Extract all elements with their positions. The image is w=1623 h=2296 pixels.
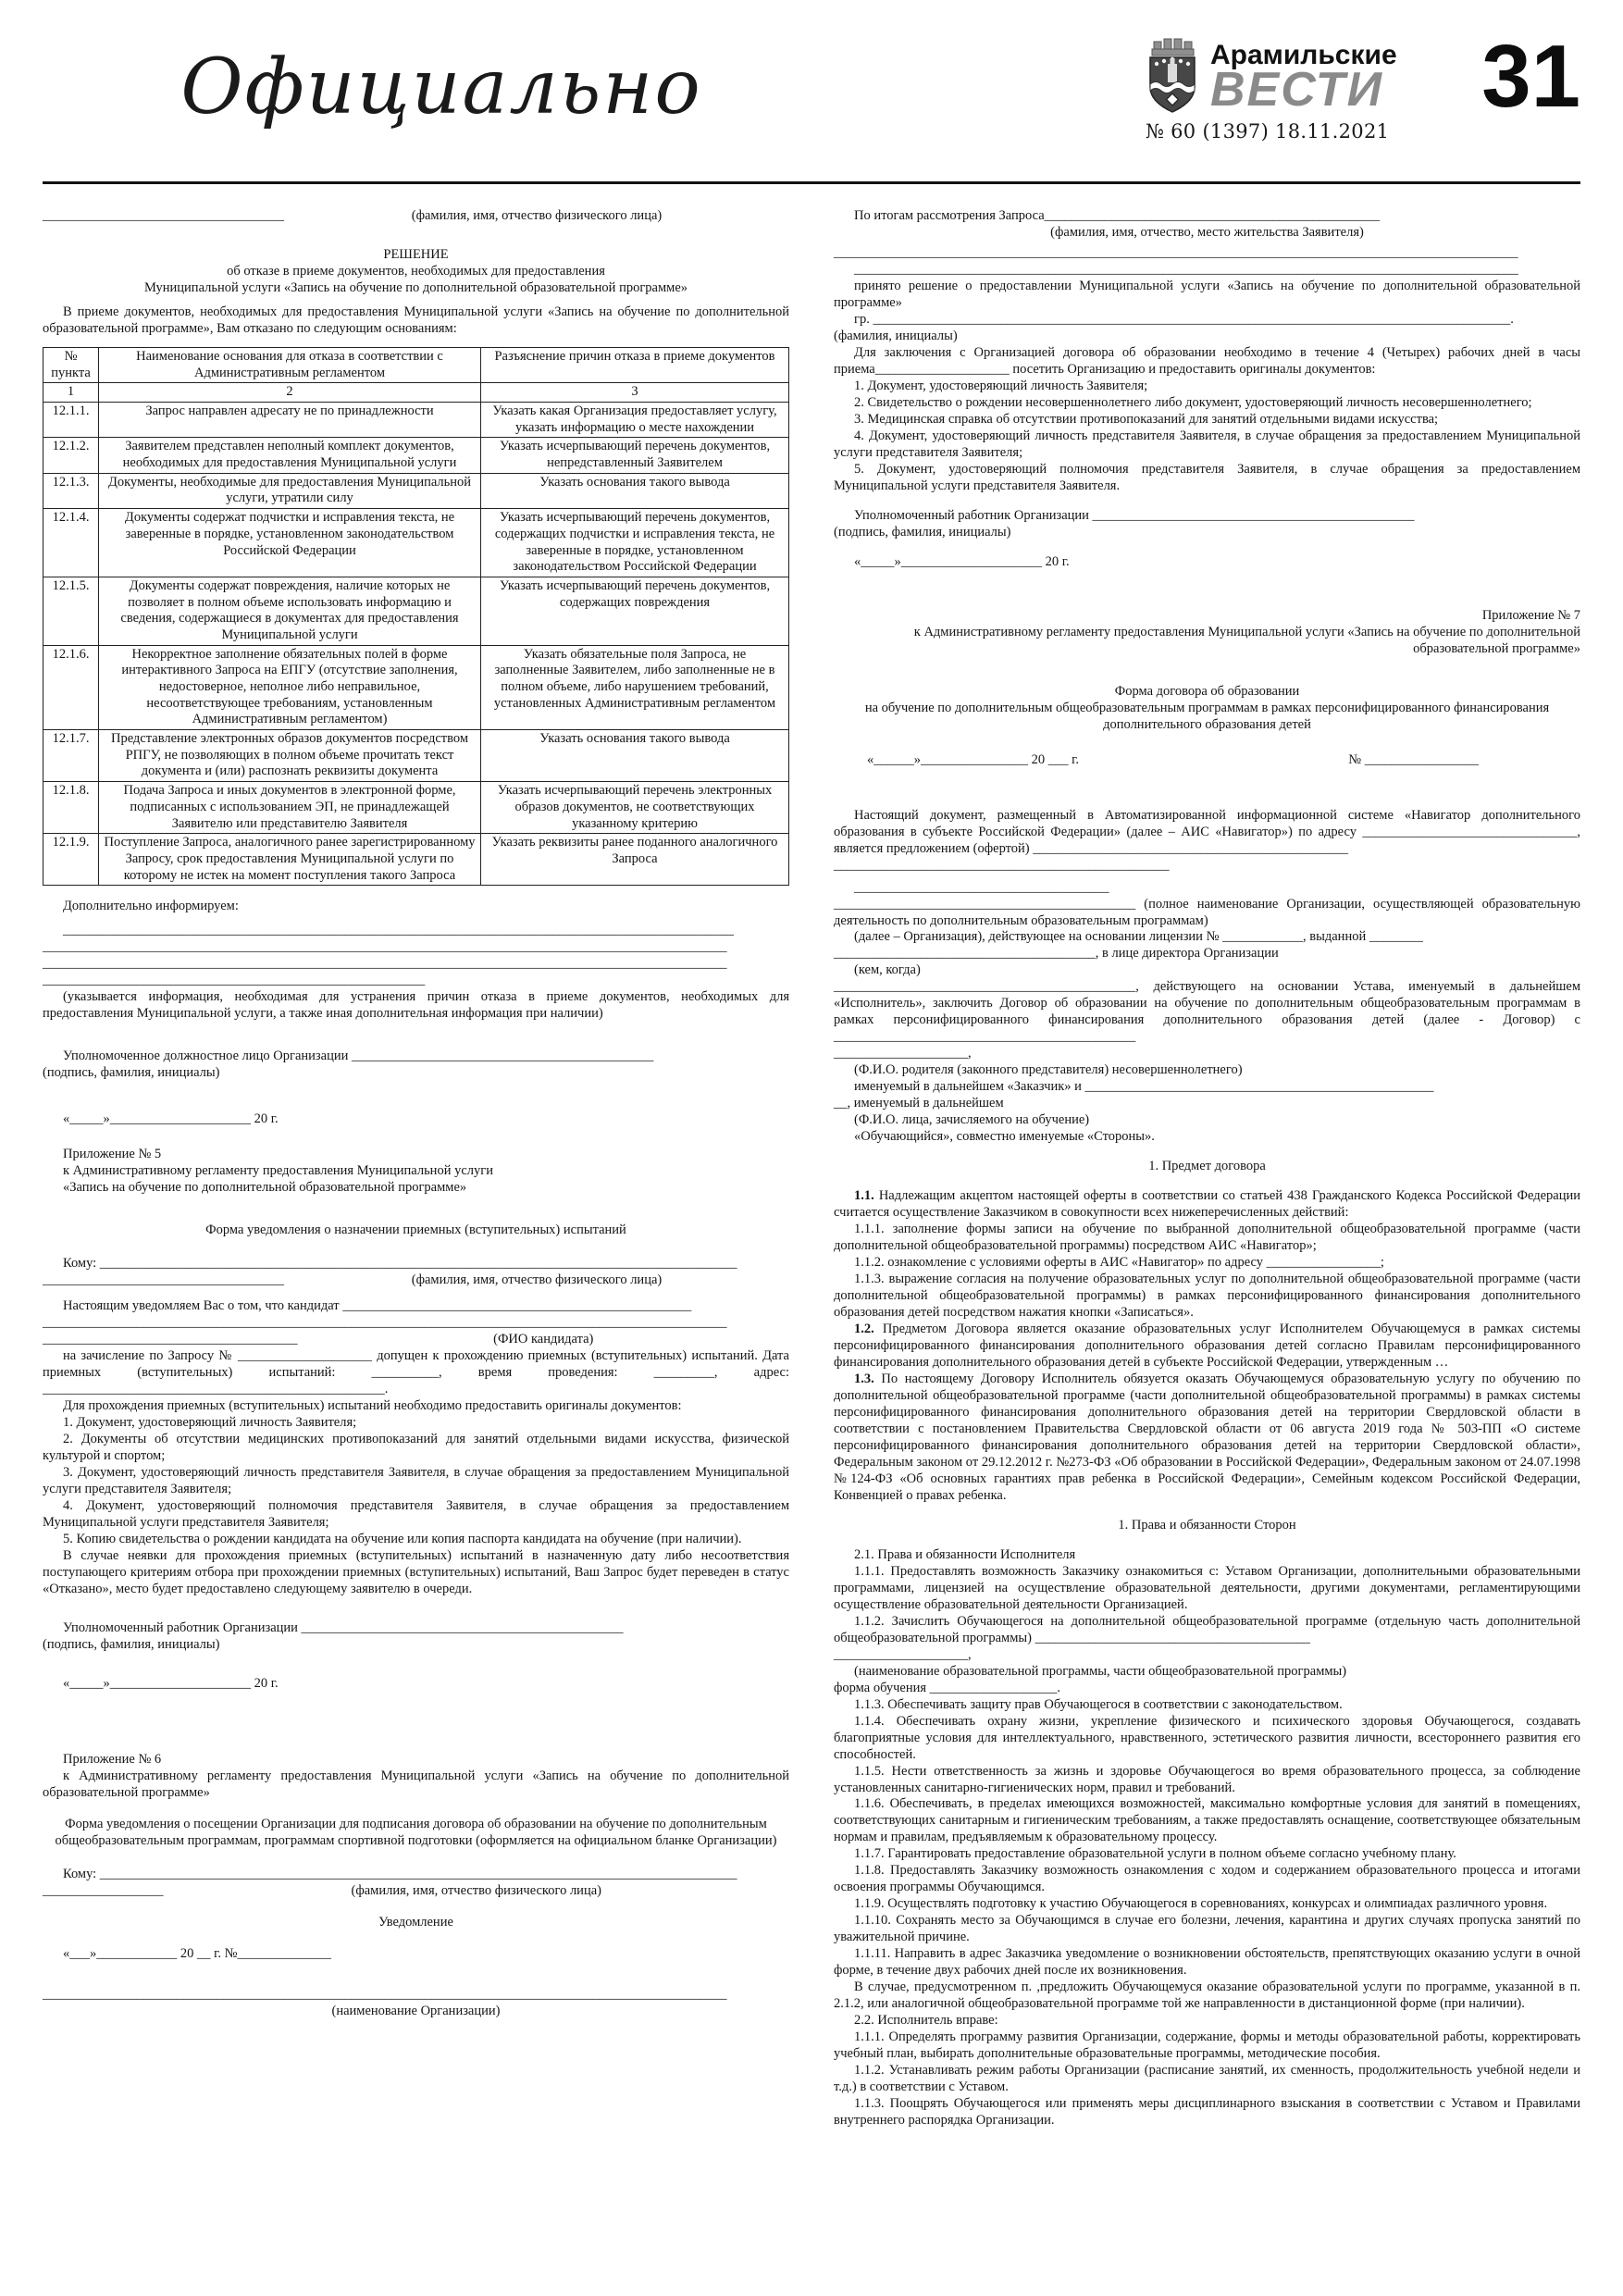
paragraph: _____________________________________________, действующего на основании Устава, именуемый в дальнейшем «Исполнитель», заключить Договор об образовании на обучение по дополнительным общеобразовательным программам в рамках персонифицированного финансирования дополнительного образования детей (далее - Договор) с _____________________________________________ xyxy=(834,979,1580,1045)
paragraph: «_____»_____________________ 20 г. xyxy=(854,553,1070,569)
paragraph: 5. Копию свидетельства о рождении кандидата на обучение или копия паспорта кандидата на обучение (при наличии). xyxy=(63,1531,742,1546)
paragraph: на зачисление по Запросу № ____________________ допущен к прохождению приемных (вступительных) испытаний. Дата приемных (вступительных) испытаний: __________, время проведения: _________, адрес: ___________________________________________________. xyxy=(43,1348,789,1397)
paragraph: 1.1.3. выражение согласия на получение образовательных услуг по дополнительной общеобразовательной программе (части дополнительной общеобразовательной программы) в рамках персонифицированного финансирования дополнительного образования детей посредством нажатия кнопки «Записаться». xyxy=(834,1272,1580,1321)
line-caption: (фамилия, имя, отчество физического лица) xyxy=(351,1882,601,1898)
table-cell: Указать обязательные поля Запроса, не заполненные Заявителем, либо заполненные не в полном объеме, либо нарушением требований, установленных Административным регламентом xyxy=(481,645,789,729)
spacer xyxy=(834,734,1580,752)
paragraph xyxy=(834,1322,1580,1371)
clause-number: 1.2. xyxy=(854,1322,874,1337)
clause-text: Надлежащим акцептом настоящей оферты в соответствии со статьей 438 Гражданского Кодекса Российской Федерации считается осуществление Заказчиком в совокупности всех нижеперечисленных действий: xyxy=(834,1188,1580,1221)
paragraph: (Ф.И.О. лица, зачисляемого на обучение) xyxy=(854,1112,1090,1128)
paragraph: 4. Документ, удостоверяющий полномочия представителя Заявителя, в случае обращения за предоставлением Муниципальной услуги представителя Заявителя; xyxy=(43,1497,789,1530)
paragraph: ____________________, xyxy=(834,1046,972,1061)
paragraph: В случае неявки для прохождения приемных (вступительных) испытаний в назначенную дату либо несоответствия поступающего критериям отбора при прохождении приемных (вступительных) испытаний, Ваш Запрос будет переведен в статус «Отказано», место будет предоставлено следующему заявителю в очереди. xyxy=(43,1547,789,1596)
line-caption: (фамилия, имя, отчество физического лица) xyxy=(411,1272,663,1288)
paragraph: ______________________________________________________________________________________________________ xyxy=(834,245,1518,260)
paragraph: гр. _______________________________________________________________________________________________. xyxy=(854,311,1514,327)
paragraph: (наименование образовательной программы, части общеобразовательной программы) xyxy=(854,1663,1347,1679)
paragraph: Дополнительно информируем: xyxy=(63,899,239,914)
paragraph: Приложение № 5 xyxy=(63,1147,162,1162)
centered-text: об отказе в приеме документов, необходимых для предоставления xyxy=(227,264,605,279)
table-row xyxy=(43,473,789,508)
paragraph: 2.2. Исполнитель вправе: xyxy=(854,2013,998,2029)
spacer xyxy=(43,1128,789,1147)
centered-text: 1. Предмет договора xyxy=(1148,1159,1266,1174)
table-cell: Указать основания такого вывода xyxy=(481,730,789,782)
paragraph: Уполномоченное должностное лицо Организации _____________________________________________ xyxy=(63,1049,654,1064)
signature-line: ____________________________________ xyxy=(43,208,284,223)
table-row xyxy=(43,577,789,645)
paragraph: к Административному регламенту предоставления Муниципальной услуги «Запись на обучение по дополнительной образовательной программе» xyxy=(43,1768,789,1800)
paragraph: ______________________________________ xyxy=(854,879,1109,895)
spacer xyxy=(43,1802,789,1817)
paragraph: ______________________________________________________________________________________________________ xyxy=(43,956,727,972)
centered-text: 1. Права и обязанности Сторон xyxy=(1118,1517,1296,1533)
paragraph: 1.1.2. Устанавливать режим работы Организации (расписание занятий, их сменность, продолжительность учебной недели и т.д.) в соответствии с Уставом. xyxy=(834,2063,1580,2095)
table-cell: Указать исчерпывающий перечень документов, непредставленный Заявителем xyxy=(481,438,789,473)
spacer xyxy=(43,1289,789,1298)
right-aligned-text: Приложение № 7 xyxy=(1481,607,1580,623)
paragraph: 5. Документ, удостоверяющий полномочия представителя Заявителя, в случае обращения за предоставлением Муниципальной услуги представителя Заявителя. xyxy=(834,461,1580,493)
table-cell: 12.1.2. xyxy=(43,438,99,473)
signature-line: ____________________________________ xyxy=(43,1272,284,1288)
table-cell: Указать основания такого вывода xyxy=(481,473,789,508)
centered-text: на обучение по дополнительным общеобразовательным программам в рамках персонифицированного финансирования дополнительного образования детей xyxy=(864,700,1550,732)
paragraph: В случае, предусмотренном п. ,предложить Обучающемуся оказание образовательной услуги по программе, указанной в п. 2.1.2, или аналогичной общеобразовательной программе той же направленности в дистанционной форме (при наличии). xyxy=(834,1980,1580,2012)
paragraph: 1.1.2. Зачислить Обучающегося на дополнительной общеобразовательной программе (отдельную часть дополнительной общеобразовательной программы) _________________________________________ xyxy=(834,1613,1580,1645)
line-with-caption xyxy=(43,1272,789,1289)
paragraph: 1.1.3. Обеспечивать защиту прав Обучающегося в соответствии с законодательством. xyxy=(854,1696,1343,1712)
spacer xyxy=(43,1850,789,1867)
paragraph: ___________________________________________________________________________________________________ xyxy=(854,262,1518,277)
paragraph: ______________________________________________________________________________________________________ xyxy=(43,1315,727,1331)
table-cell: Указать реквизиты ранее поданного аналогичного Запроса xyxy=(481,834,789,886)
table-row xyxy=(43,834,789,886)
table-row xyxy=(43,730,789,782)
spacer xyxy=(834,1146,1580,1159)
paragraph: 1.1.5. Нести ответственность за жизнь и здоровье Обучающегося во время образовательного процесса, за соблюдение установленных санитарно-гигиенических норм, правил и требований. xyxy=(834,1763,1580,1795)
paragraph: Настоящим уведомляем Вас о том, что кандидат ____________________________________________________ xyxy=(63,1298,692,1314)
issue-info: № 60 (1397) 18.11.2021 xyxy=(1146,120,1390,143)
section-title: Официально xyxy=(180,43,702,131)
spacer xyxy=(43,225,789,247)
paragraph: ______________________________________________________________________________________________________ xyxy=(43,1986,727,2002)
paragraph: к Административному регламенту предоставления Муниципальной услуги xyxy=(63,1163,493,1179)
centered-text: Форма уведомления о посещении Организации для подписания договора об образовании на обучение по дополнительным общеобразовательным программам, программам спортивной подготовки (оформляется на официальном бланке Организации) xyxy=(55,1816,777,1848)
paragraph: 1.1.1. заполнение формы записи на обучение по выбранной дополнительной общеобразовательной программе (части дополнительной общеобразовательной программы) посредством АИС «Навигатор»; xyxy=(834,1222,1580,1254)
table-numbering-cell: 2 xyxy=(99,383,481,403)
paragraph: 2. Свидетельство о рождении несовершеннолетнего либо документ, удостоверяющий личность несовершеннолетнего; xyxy=(854,394,1532,410)
table-cell: Некорректное заполнение обязательных полей в форме интерактивного Запроса на ЕПГУ (отсутствие заполнения, недостоверное, неполное либо неправильное, несоответствующее требованиям, установленным Административным регламентом) xyxy=(99,645,481,729)
paragraph: 1.1.11. Направить в адрес Заказчика уведомление о возникновении обстоятельств, препятствующих оказанию услуги в очной форме, в течение двух рабочих дней после их возникновения. xyxy=(834,1946,1580,1979)
paragraph: «_____»_____________________ 20 г. xyxy=(63,1675,279,1691)
paragraph: «___»____________ 20 __ г. №______________ xyxy=(63,1945,332,1961)
table-row xyxy=(43,782,789,834)
signature-line: ______________________________________ xyxy=(43,1332,298,1347)
centered-text: (наименование Организации) xyxy=(331,2003,501,2018)
paragraph: __________________________________________________ xyxy=(834,857,1170,873)
spacer xyxy=(834,495,1580,508)
paragraph: (подпись, фамилия, инициалы) xyxy=(43,1065,220,1081)
spacer xyxy=(834,1175,1580,1188)
line-with-caption xyxy=(43,1332,789,1348)
table-header-cell: Наименование основания для отказа в соответствии с Административным регламентом xyxy=(99,347,481,382)
paragraph: 1. Документ, удостоверяющий личность Заявителя; xyxy=(854,378,1148,393)
brand-name-top: Арамильские xyxy=(1210,40,1397,71)
table-cell: 12.1.4. xyxy=(43,509,99,577)
paragraph: Кому: _______________________________________________________________________________________________ xyxy=(63,1256,737,1272)
centered-text: Муниципальной услуги «Запись на обучение по дополнительной образовательной программе» xyxy=(143,280,688,295)
table-row xyxy=(43,438,789,473)
paragraph: (фамилия, инициалы) xyxy=(834,328,958,343)
left-column xyxy=(43,208,789,2129)
spacer xyxy=(834,1534,1580,1547)
clause-number: 1.3. xyxy=(854,1371,874,1387)
table-cell: Указать исчерпывающий перечень электронных образов документов, не соответствующих указанному критерию xyxy=(481,782,789,834)
paragraph: 1.1.1. Определять программу развития Организации, содержание, формы и методы образовательной работы, корректировать учебный план, выбирать дополнительные образовательные программы, методические пособия. xyxy=(834,2029,1580,2062)
paragraph: _________________________________________________________ xyxy=(43,973,426,988)
paragraph: 1.1.8. Предоставлять Заказчику возможность ознакомления с ходом и содержанием образовательного процесса и итогами освоения программы Обучающимся. xyxy=(834,1863,1580,1895)
paragraph: _______________________________________, в лице директора Организации xyxy=(834,946,1279,962)
table-header-cell: Разъяснение причин отказа в приеме документов xyxy=(481,347,789,382)
paragraph: 1.1.1. Предоставлять возможность Заказчику ознакомиться с: Уставом Организации, дополнительными образовательными программами, лицензией на осуществление образовательной деятельности, другими документами, регламентирующими осуществление образовательной деятельности Организацией. xyxy=(834,1563,1580,1612)
paragraph: (кем, когда) xyxy=(854,962,921,978)
paragraph: 3. Документ, удостоверяющий личность представителя Заявителя, в случае обращения за предоставлением Муниципальной услуги представителя Заявителя; xyxy=(43,1465,789,1496)
brand-text xyxy=(1210,40,1397,118)
table-cell: Указать какая Организация предоставляет услугу, указать информацию о месте нахождении xyxy=(481,403,789,438)
date-blank: «______»________________ 20 ___ г. xyxy=(867,751,1080,767)
spacer xyxy=(834,769,1580,808)
table-cell: 12.1.6. xyxy=(43,645,99,729)
table-cell: Документы, необходимые для предоставления Муниципальной услуги, утратили силу xyxy=(99,473,481,508)
paragraph: Для прохождения приемных (вступительных) испытаний необходимо предоставить оригиналы документов: xyxy=(63,1398,682,1414)
centered-text: Форма договора об образовании xyxy=(1114,683,1300,699)
table-cell: Указать исчерпывающий перечень документов, содержащих повреждения xyxy=(481,577,789,645)
paragraph: 1.1.4. Обеспечивать охрану жизни, укрепление физического и психического здоровья Обучающегося, создавать благоприятные условия для интеллектуального, нравственного, эстетического развития личности, всестороннего развития его способностей. xyxy=(834,1713,1580,1762)
centered-text: Уведомление xyxy=(378,1914,453,1930)
line-with-caption xyxy=(43,208,789,225)
table-numbering-cell: 3 xyxy=(481,383,789,403)
table-cell: 12.1.5. xyxy=(43,577,99,645)
paragraph: «Запись на обучение по дополнительной образовательной программе» xyxy=(63,1180,467,1196)
table-cell: Подача Запроса и иных документов в электронной форме, подписанных с использованием ЭП, не принадлежащей Заявителю или представителю Заявителя xyxy=(99,782,481,834)
spacer xyxy=(43,1239,789,1256)
masthead xyxy=(43,0,1580,174)
paragraph: По итогам рассмотрения Запроса__________________________________________________ xyxy=(854,208,1381,223)
spacer xyxy=(43,1197,789,1222)
table-cell: 12.1.3. xyxy=(43,473,99,508)
paragraph xyxy=(834,1371,1580,1505)
paragraph: (указывается информация, необходимая для устранения причин отказа в приеме документов, необходимых для предоставления Муниципальной услуги, а также иная дополнительная информация при наличии) xyxy=(43,989,789,1022)
paragraph xyxy=(834,1188,1580,1222)
paragraph: 1. Документ, удостоверяющий личность Заявителя; xyxy=(63,1415,357,1431)
table-row xyxy=(43,645,789,729)
paragraph: Уполномоченный работник Организации ________________________________________________ xyxy=(63,1620,624,1635)
spacer xyxy=(43,1693,789,1752)
table-cell: 12.1.7. xyxy=(43,730,99,782)
spacer xyxy=(43,915,789,923)
paragraph: именуемый в дальнейшем «Заказчик» и ____________________________________________________ xyxy=(854,1079,1434,1095)
spacer xyxy=(43,338,789,343)
paragraph: «_____»_____________________ 20 г. xyxy=(63,1111,279,1127)
page-number: 31 xyxy=(1481,27,1580,126)
paragraph: 1.1.7. Гарантировать предоставление образовательной услуги в полном объеме согласно учебному плану. xyxy=(854,1846,1456,1862)
brand-row xyxy=(1146,27,1580,126)
table-numbering-cell: 1 xyxy=(43,383,99,403)
paragraph: 1.1.9. Осуществлять подготовку к участию Обучающегося в соревнованиях, конкурсах и олимпиадах различного уровня. xyxy=(854,1896,1548,1912)
table-cell: 12.1.1. xyxy=(43,403,99,438)
paragraph: 1.1.3. Поощрять Обучающегося или применять меры дисциплинарного взыскания в соответствии с Уставом и Правилами внутреннего распорядка Организации. xyxy=(834,2096,1580,2128)
paragraph: 4. Документ, удостоверяющий личность представителя Заявителя, в случае обращения за предоставлением Муниципальной услуги представителя Заявителя; xyxy=(834,428,1580,460)
spacer xyxy=(43,1900,789,1915)
paragraph: __, именуемый в дальнейшем xyxy=(834,1096,1004,1111)
paragraph: В приеме документов, необходимых для предоставления Муниципальной услуги «Запись на обучение по дополнительной образовательной программе», Вам отказано по следующим основаниям: xyxy=(43,304,789,336)
clause-text: По настоящему Договору Исполнитель обязуется оказать Обучающемуся образовательную услугу по обучению по дополнительной общеобразовательной программе (части дополнительной общеобразовательной программы) в рамках системы персонифицированного финансирования дополнительного образования детей на территории Свердловской области в соответствии с постановлением Правительства Свердловской области от 06 августа 2019 года № 503-ПП «О системе персонифицированного финансирования дополнительного образования детей на территории Свердловской области», Федеральным законом от 29.12.2012 г. №273-ФЗ «Об образовании в Российской Федерации», Федеральным законом от 24.07.1998 №124-ФЗ «Об основных гарантиях прав ребенка в Российской Федерации», Семейным кодексом Российской Федерации, Конвенцией о правах ребенка. xyxy=(834,1371,1581,1503)
clause-text: Предметом Договора является оказание образовательных услуг Исполнителем Обучающемуся в рамках системы персонифицированного финансирования дополнительного образования детей согласно Правилам персонифицированного финансирования дополнительного образования детей в субъекте Российской Федерации, утвержденным … xyxy=(834,1322,1581,1371)
centered-text: РЕШЕНИЕ xyxy=(383,247,449,262)
spacer xyxy=(43,1023,789,1049)
table-cell: 12.1.8. xyxy=(43,782,99,834)
paragraph: «Обучающийся», совместно именуемые «Стороны». xyxy=(854,1129,1155,1145)
paragraph: _____________________________________________ (полное наименование Организации, осуществляющей образовательную деятельность по дополнительным образовательным программам) xyxy=(834,896,1580,928)
paragraph: Приложение № 6 xyxy=(63,1751,162,1767)
centered-text: Форма уведомления о назначении приемных (вступительных) испытаний xyxy=(205,1222,626,1238)
table-cell: 12.1.9. xyxy=(43,834,99,886)
table-header-cell: № пункта xyxy=(43,347,99,382)
spacer xyxy=(43,1654,789,1676)
table-cell: Заявителем представлен неполный комплект документов, необходимых для предоставления Муниципальной услуги xyxy=(99,438,481,473)
spacer xyxy=(834,541,1580,554)
line-caption: (ФИО кандидата) xyxy=(493,1332,594,1347)
spacer xyxy=(43,1963,789,1987)
right-column xyxy=(834,208,1580,2129)
masthead-brand-area xyxy=(1146,27,1580,143)
paragraph: 1.1.6. Обеспечивать, в пределах имеющихся возможностей, максимально комфортные условия для занятий в помещениях, соответствующих санитарным и гигиеническим требованиям, а также предоставлять оснащение, соответствующее обязательным нормам и правилам, предъявляемым к образовательному процессу. xyxy=(834,1796,1580,1845)
table-numbering-row xyxy=(43,383,789,403)
paragraph: ____________________, xyxy=(834,1646,972,1662)
content-columns xyxy=(43,184,1580,2129)
spacer xyxy=(43,889,789,899)
table-cell: Документы содержат подчистки и исправления текста, не заверенные в порядке, установленном законодательством Российской Федерации xyxy=(99,509,481,577)
paragraph: ____________________________________________________________________________________________________ xyxy=(63,923,734,938)
table-row xyxy=(43,403,789,438)
paragraph: Настоящий документ, размещенный в Автоматизированной информационной системе «Навигатор дополнительного образования в субъекте Российской Федерации» (далее – АИС «Навигатор») по адресу ________________________________, является предложением (офертой) _______________________________________________ xyxy=(834,807,1580,856)
table-row xyxy=(43,509,789,577)
table-cell: Документы содержат повреждения, наличие которых не позволяет в полном объеме использовать информацию и сведения, содержащиеся в документах для предоставления Муниципальной услуги xyxy=(99,577,481,645)
paragraph: (Ф.И.О. родителя (законного представителя) несовершеннолетнего) xyxy=(854,1062,1243,1078)
paragraph: 2.1. Права и обязанности Исполнителя xyxy=(854,1546,1076,1562)
paragraph: (подпись, фамилия, инициалы) xyxy=(834,524,1011,540)
paragraph: (подпись, фамилия, инициалы) xyxy=(43,1636,220,1652)
signature-line: __________________ xyxy=(43,1882,164,1898)
paragraph: 1.1.2. ознакомление с условиями оферты в АИС «Навигатор» по адресу _________________; xyxy=(854,1255,1384,1271)
spacer xyxy=(43,1082,789,1111)
paragraph: форма обучения ___________________. xyxy=(834,1680,1061,1695)
spacer xyxy=(43,1598,789,1620)
refusal-reasons-table xyxy=(43,347,789,886)
spacer xyxy=(43,297,789,304)
line-caption: (фамилия, имя, отчество физического лица) xyxy=(411,208,663,223)
table-cell: Запрос направлен адресату не по принадлежности xyxy=(99,403,481,438)
paragraph: 1.1.10. Сохранять место за Обучающимся в случае его болезни, лечения, карантина и других случаях пропуска занятий по уважительной причине. xyxy=(834,1913,1580,1945)
centered-text: (фамилия, имя, отчество, место жительства Заявителя) xyxy=(1050,225,1364,240)
paragraph: Уполномоченный работник Организации ________________________________________________ xyxy=(854,507,1415,523)
paragraph: Для заключения с Организацией договора об образовании необходимо в течение 4 (Четырех) рабочих дней в часы приема____________________ посетить Организацию и предоставить оригиналы документов: xyxy=(834,344,1580,377)
coat-of-arms-icon xyxy=(1146,38,1199,116)
table-cell: Поступление Запроса, аналогичного ранее зарегистрированному Запросу, срок предоставления Муниципальной услуги по которому не истек на момент поступления такого Запроса xyxy=(99,834,481,886)
table-header-row xyxy=(43,347,789,382)
table-cell: Указать исчерпывающий перечень документов, содержащих подчистки и исправления текста, не заверенные в порядке, установленном законодательством Российской Федерации xyxy=(481,509,789,577)
line-with-caption xyxy=(43,1883,789,1900)
spacer xyxy=(834,1505,1580,1518)
spacer xyxy=(834,571,1580,608)
paragraph: 3. Медицинская справка об отсутствии противопоказаний для занятий отдельными видами искусства; xyxy=(854,411,1439,427)
paragraph: 2. Документы об отсутствии медицинских противопоказаний для занятий отдельными видами искусства, физической культурой и спортом; xyxy=(43,1432,789,1464)
paragraph: (далее – Организация), действующее на основании лицензии № ____________, выданной ________ xyxy=(854,929,1423,945)
spacer xyxy=(834,658,1580,684)
paragraph: ______________________________________________________________________________________________________ xyxy=(43,939,727,955)
paragraph: принято решение о предоставлении Муниципальной услуги «Запись на обучение по дополнительной образовательной программе» xyxy=(834,279,1580,310)
paragraph: Кому: _______________________________________________________________________________________________ xyxy=(63,1866,737,1881)
right-aligned-text: к Административному регламенту предоставления Муниципальной услуги «Запись на обучение по дополнительной образовательной программе» xyxy=(913,624,1580,656)
brand-name-bottom: ВЕСТИ xyxy=(1210,63,1383,118)
clause-number: 1.1. xyxy=(854,1188,874,1204)
spacer xyxy=(43,1931,789,1946)
number-blank: № _________________ xyxy=(1348,751,1479,767)
table-cell: Представление электронных образов документов посредством РПГУ, не позволяющих в полном объеме прочитать текст документа и (или) распознать реквизиты документа xyxy=(99,730,481,782)
date-number-row xyxy=(834,752,1580,769)
